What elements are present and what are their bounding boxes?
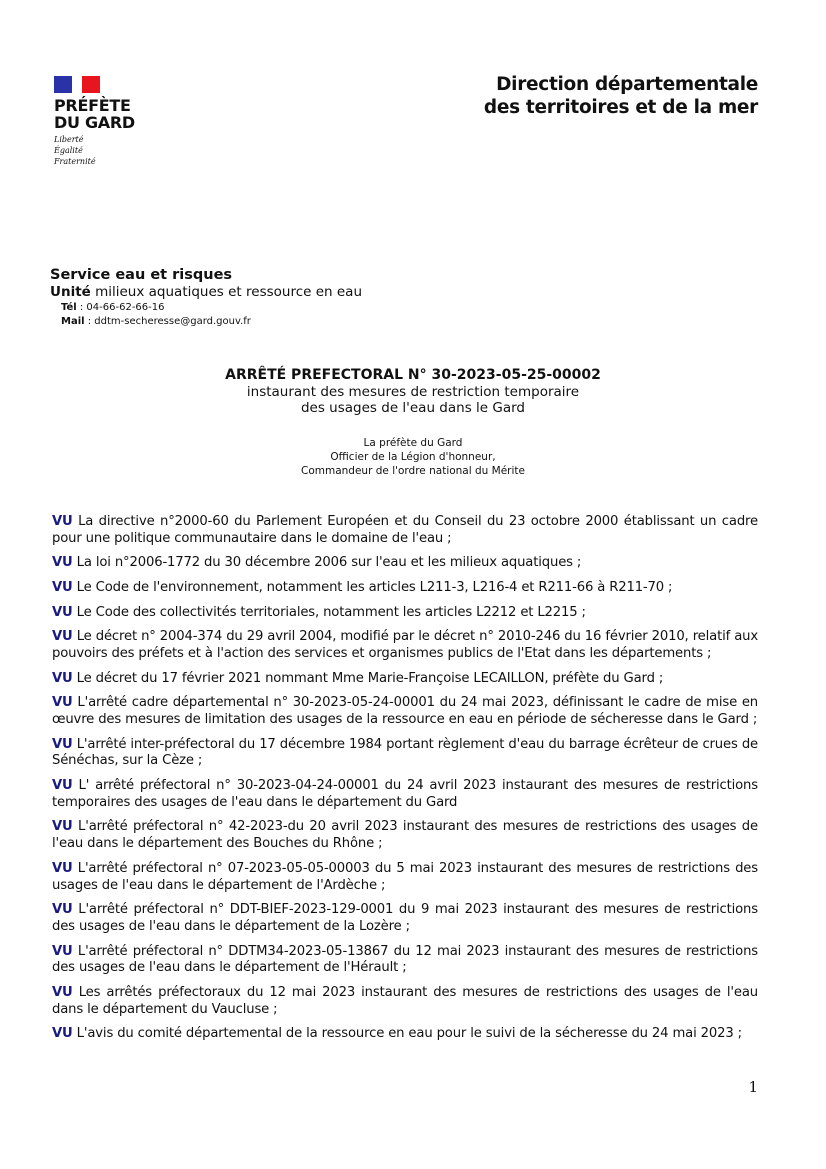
- visa-text: L' arrêté préfectoral n° 30-2023-04-24-00001 du 24 avril 2023 instaurant des mesures de restrictions temporaires des usages de l'eau dans le département du Gard: [52, 777, 758, 810]
- authority-line2: Officier de la Légion d'honneur,: [330, 451, 496, 463]
- vu-label: VU: [52, 579, 73, 595]
- visa-paragraph: [52, 985, 758, 1019]
- vu-label: VU: [52, 670, 73, 686]
- visa-paragraph: [52, 514, 758, 548]
- service-block: [50, 266, 362, 329]
- visa-paragraph: [52, 605, 758, 622]
- mail-value: : ddtm-secheresse@gard.gouv.fr: [84, 316, 251, 327]
- decree-title: ARRÊTÉ PREFECTORAL N° 30-2023-05-25-00002: [225, 367, 601, 383]
- vu-label: VU: [52, 902, 73, 918]
- visa-text: Les arrêtés préfectoraux du 12 mai 2023 instaurant des mesures de restrictions des usages de l'eau dans le département du Vaucluse ;: [52, 984, 758, 1017]
- decree-subtitle-2: des usages de l'eau dans le Gard: [300, 400, 525, 416]
- visa-paragraph: [52, 861, 758, 895]
- authority-line1: La préfète du Gard: [363, 437, 463, 449]
- prefecture-logo: [54, 76, 135, 167]
- visa-paragraph: [52, 944, 758, 978]
- marianne-flag-icon: [54, 76, 100, 93]
- motto: [54, 134, 135, 167]
- direction-line1: Direction départementale: [496, 74, 758, 95]
- vu-label: VU: [52, 695, 73, 711]
- motto-liberte: Liberté: [54, 135, 84, 144]
- visa-paragraph: [52, 629, 758, 663]
- vu-label: VU: [52, 777, 73, 793]
- visa-text: Le Code des collectivités territoriales, notamment les articles L2212 et L2215 ;: [72, 604, 586, 620]
- visa-text: L'arrêté préfectoral n° DDTM34-2023-05-13867 du 12 mai 2023 instaurant des mesures de restrictions des usages de l'eau dans le département de l'Hérault ;: [52, 943, 758, 976]
- vu-label: VU: [52, 943, 73, 959]
- service-mail: [50, 315, 362, 329]
- vu-label: VU: [52, 604, 73, 620]
- visa-paragraph: [52, 580, 758, 597]
- decree-title-block: [0, 366, 826, 478]
- authority: [0, 436, 826, 478]
- visa-paragraph: [52, 555, 758, 572]
- visa-paragraph: [52, 737, 758, 771]
- visa-text: Le Code de l'environnement, notamment les articles L211-3, L216-4 et R211-66 à R211-70 ;: [72, 579, 673, 595]
- direction-line2: des territoires et de la mer: [483, 97, 758, 118]
- unit-value: milieux aquatiques et ressource en eau: [90, 284, 363, 300]
- visa-paragraph: [52, 819, 758, 853]
- visa-text: L'arrêté préfectoral n° 42-2023-du 20 avril 2023 instaurant des mesures de restrictions des usages de l'eau dans le département des Bouches du Rhône ;: [52, 819, 758, 852]
- logo-title: [54, 97, 135, 131]
- unit-label: Unité: [50, 284, 91, 300]
- visa-text: Le décret n° 2004-374 du 29 avril 2004, modifié par le décret n° 2010-246 du 16 février 2010, relatif aux pouvoirs des préfets et à l'action des services et organismes publics de l'Etat dans les départements ;: [52, 629, 758, 661]
- vu-label: VU: [52, 555, 73, 571]
- tel-value: : 04-66-62-66-16: [76, 302, 165, 313]
- logo-line1: PRÉFÈTE: [54, 96, 131, 115]
- service-name: Service eau et risques: [50, 267, 233, 283]
- page-number: 1: [748, 1078, 758, 1096]
- vu-label: VU: [52, 629, 73, 645]
- service-tel: [50, 301, 362, 315]
- visa-text: L'arrêté inter-préfectoral du 17 décembre 1984 portant règlement d'eau du barrage écrêteur de crues de Sénéchas, sur la Cèze ;: [52, 736, 758, 769]
- visa-paragraph: [52, 671, 758, 688]
- visas-list: [52, 514, 758, 1051]
- direction-heading: [484, 73, 758, 119]
- vu-label: VU: [52, 514, 73, 529]
- visa-paragraph: [52, 778, 758, 812]
- decree-subtitle-1: instaurant des mesures de restriction temporaire: [246, 384, 580, 400]
- visa-paragraph: [52, 695, 758, 729]
- service-unit: [50, 284, 362, 301]
- visa-paragraph: [52, 1026, 758, 1043]
- motto-egalite: Égalité: [54, 146, 83, 155]
- authority-line3: Commandeur de l'ordre national du Mérite: [301, 465, 525, 477]
- visa-paragraph: [52, 902, 758, 936]
- tel-label: Tél: [61, 302, 77, 313]
- vu-label: VU: [52, 1026, 73, 1042]
- motto-fraternite: Fraternité: [54, 157, 96, 166]
- vu-label: VU: [52, 860, 73, 876]
- visa-text: L'arrêté préfectoral n° DDT-BIEF-2023-129-0001 du 9 mai 2023 instaurant des mesures de restrictions des usages de l'eau dans le département de la Lozère ;: [52, 902, 758, 934]
- vu-label: VU: [52, 819, 73, 835]
- logo-line2: DU GARD: [54, 113, 135, 132]
- vu-label: VU: [52, 736, 73, 752]
- visa-text: L'arrêté cadre départemental n° 30-2023-05-24-00001 du 24 mai 2023, définissant le cadre de mise en œuvre des mesures de limitation des usages de la ressource en eau en période de sécheresse dans le Gard ;: [52, 695, 758, 727]
- vu-label: VU: [52, 984, 73, 1000]
- visa-text: L'arrêté préfectoral n° 07-2023-05-05-00003 du 5 mai 2023 instaurant des mesures de restrictions des usages de l'eau dans le département de l'Ardèche ;: [52, 860, 758, 893]
- visa-text: L'avis du comité départemental de la ressource en eau pour le suivi de la sécheresse du 24 mai 2023 ;: [72, 1026, 742, 1042]
- visa-text: La loi n°2006-1772 du 30 décembre 2006 sur l'eau et les milieux aquatiques ;: [72, 555, 582, 571]
- mail-label: Mail: [61, 316, 85, 327]
- visa-text: Le décret du 17 février 2021 nommant Mme Marie-Françoise LECAILLON, préfète du Gard ;: [72, 670, 664, 686]
- visa-text: La directive n°2000-60 du Parlement Européen et du Conseil du 23 octobre 2000 établissant un cadre pour une politique communautaire dans le domaine de l'eau ;: [52, 514, 758, 546]
